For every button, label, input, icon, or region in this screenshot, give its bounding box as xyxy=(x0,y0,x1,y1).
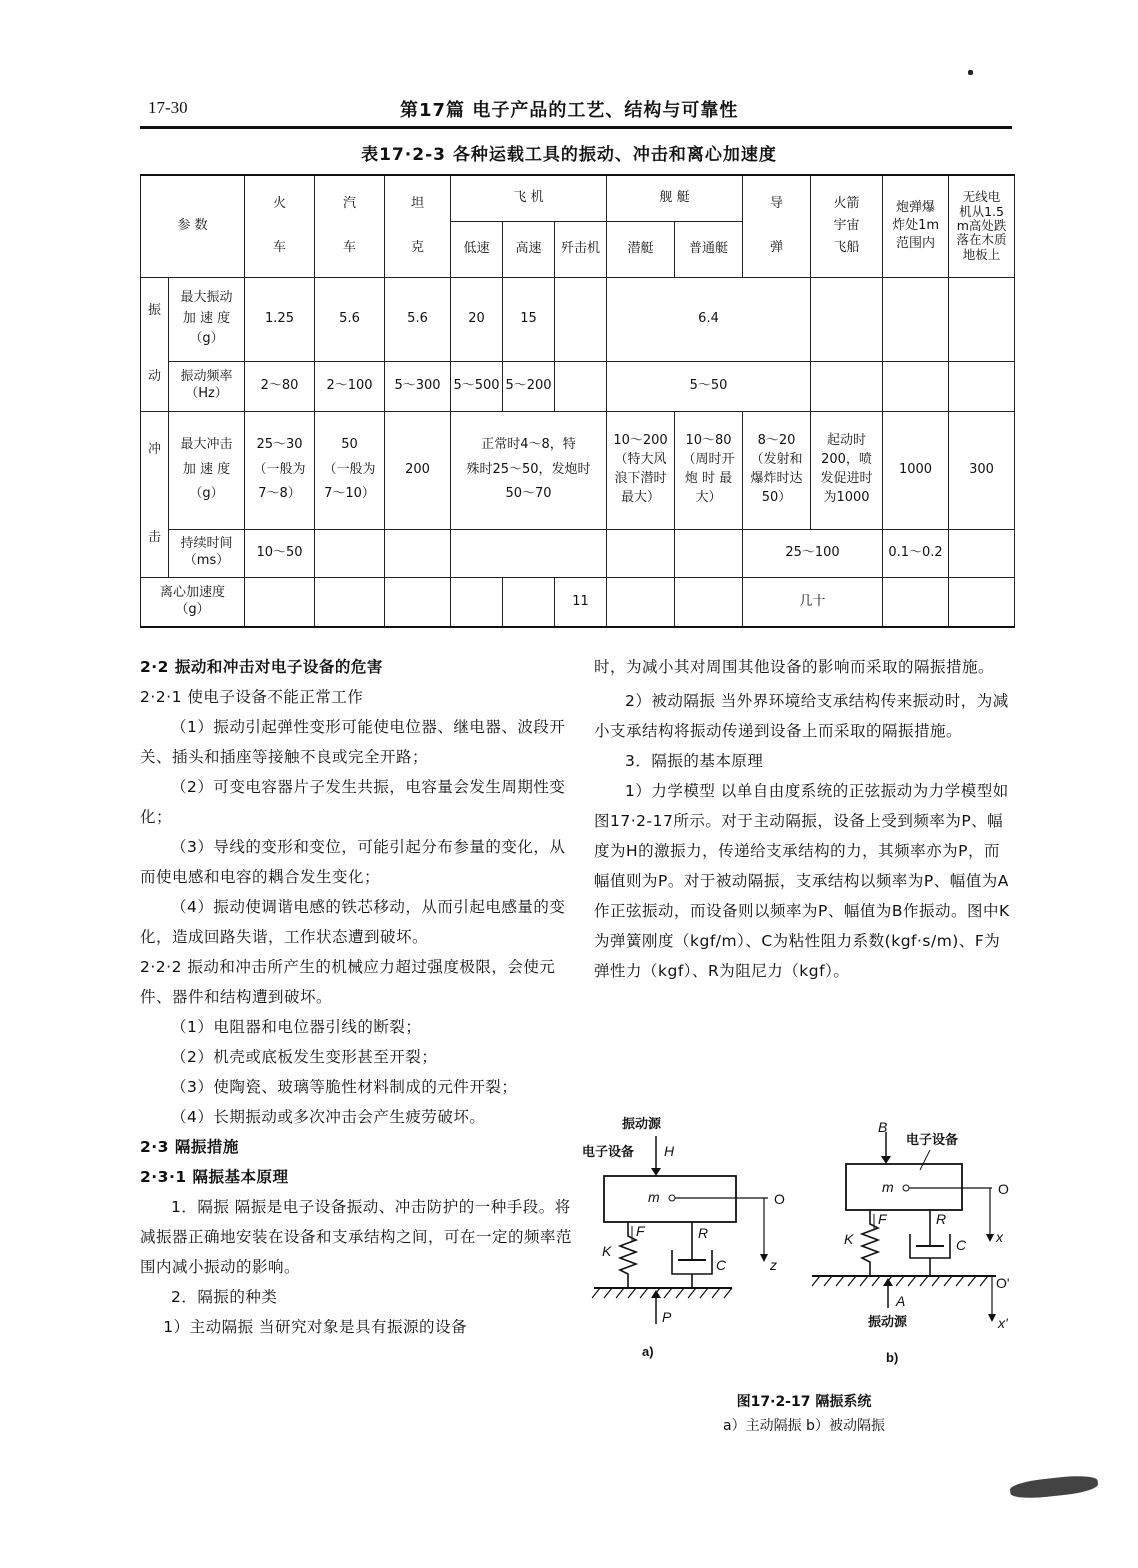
col-rocket: 火箭 宇宙 飞船 xyxy=(811,175,883,277)
table-cell xyxy=(607,577,675,627)
header-rule xyxy=(140,126,1012,129)
row-label: 离心加速度 （g） xyxy=(141,577,245,627)
table-cell xyxy=(385,577,451,627)
label-O: O xyxy=(774,1191,785,1207)
table-cell: 15 xyxy=(503,277,555,361)
col-train: 火 车 xyxy=(245,175,315,277)
table-cell: 2～100 xyxy=(315,361,385,411)
arrow-head xyxy=(988,1314,996,1322)
label-source: 振动源 xyxy=(868,1314,908,1329)
label-x2: x' xyxy=(998,1315,1008,1331)
diagram-a xyxy=(582,1116,785,1359)
paragraph: 1．隔振 隔振是电子设备振动、冲击防护的一种手段。将减振器正确地安装在设备和支承结构之间，可在一定的频率范围内减小振动的影响。 xyxy=(140,1198,573,1276)
spring xyxy=(862,1210,878,1276)
col-missile: 导 弹 xyxy=(743,175,811,277)
paragraph: 1）力学模型 以单自由度系统的正弦振动为力学模型如图17·2-17所示。对于主动隔振，设备上受到频率为P、幅度为H的激振力，传递给支承结构的力，其频率亦为P，而幅值则为P。对于被动隔振，支承结构以频率为P、幅值为A作正弦振动，而设备则以频率为P、幅值为B作振动。图中K为弹簧刚度（kgf/m）、C为粘性阻力系数(kgf·s/m)、F为弹性力（kgf）、R为阻尼力（kgf）。 xyxy=(594,782,1010,980)
paragraph: （4）长期振动或多次冲击会产生疲劳破坏。 xyxy=(171,1108,486,1126)
table-cell xyxy=(503,577,555,627)
col-ship: 舰 艇 xyxy=(607,175,743,221)
table-cell: 5.6 xyxy=(315,277,385,361)
table-cell xyxy=(385,529,451,577)
left-column xyxy=(140,652,572,1342)
arrow-head xyxy=(760,1254,768,1262)
table-cell: 1000 xyxy=(883,411,949,529)
paragraph: 2．隔振的种类 xyxy=(171,1288,278,1306)
label-device: 电子设备 xyxy=(582,1144,635,1159)
table-cell: 2～80 xyxy=(245,361,315,411)
arrow-head xyxy=(651,1290,661,1298)
table-cell: 10～200 （特大风 浪下潜时 最大） xyxy=(607,411,675,529)
label-K: K xyxy=(602,1243,612,1259)
table-cell: 20 xyxy=(451,277,503,361)
caption-a: a) xyxy=(642,1344,654,1359)
label-R: R xyxy=(936,1211,947,1227)
label-H: H xyxy=(664,1143,675,1159)
col-high-speed: 高速 xyxy=(503,221,555,277)
table-title: 表17·2-3 各种运载工具的振动、冲击和离心加速度 xyxy=(361,145,777,165)
ground-hatch xyxy=(812,1276,988,1286)
device-box xyxy=(604,1176,736,1222)
running-header: 第17篇 电子产品的工艺、结构与可靠性 xyxy=(400,100,739,121)
row-label: 最大振动 加 速 度 （g） xyxy=(169,277,245,361)
table-cell: 50 （一般为 7～10） xyxy=(315,411,385,529)
table-cell xyxy=(451,577,503,627)
page-number: 17-30 xyxy=(148,98,188,117)
table-cell: 几十 xyxy=(743,577,883,627)
paragraph: 时，为减小其对周围其他设备的影响而采取的隔振措施。 xyxy=(594,658,995,676)
table-cell xyxy=(949,277,1015,361)
table-cell: 8～20 （发射和 爆炸时达 50） xyxy=(743,411,811,529)
table-cell: 300 xyxy=(949,411,1015,529)
arrow-head xyxy=(651,1168,661,1176)
arrow-head xyxy=(881,1156,891,1164)
label-F: F xyxy=(636,1223,645,1239)
label-O2: O' xyxy=(996,1275,1010,1291)
col-boat: 普通艇 xyxy=(675,221,743,277)
figure-caption xyxy=(594,1390,1014,1438)
table-cell: 10～50 xyxy=(245,529,315,577)
table-cell xyxy=(811,361,883,411)
spring xyxy=(620,1222,636,1288)
label-m: m xyxy=(882,1179,894,1195)
table-cell xyxy=(949,529,1015,577)
row-label: 最大冲击 加 速 度 （g） xyxy=(169,411,245,529)
label-x: x xyxy=(996,1229,1003,1245)
vibration-table xyxy=(140,174,1015,628)
table-cell: 正常时4～8，特 殊时25～50，发炮时 50～70 xyxy=(451,411,607,529)
label-A: A xyxy=(896,1293,906,1309)
table-cell xyxy=(555,277,607,361)
col-fighter: 歼击机 xyxy=(555,221,607,277)
table-cell xyxy=(315,577,385,627)
table-cell xyxy=(675,577,743,627)
group-shock: 冲 击 xyxy=(141,411,169,577)
table-cell: 200 xyxy=(385,411,451,529)
table-cell xyxy=(555,361,607,411)
label-O: O xyxy=(998,1181,1009,1197)
table-cell xyxy=(315,529,385,577)
table-cell xyxy=(883,361,949,411)
table-cell: 0.1～0.2 xyxy=(883,529,949,577)
paragraph: （3）导线的变形和变位，可能引起分布参量的变化，从而使电感和电容的耦合发生变化； xyxy=(140,838,566,886)
paragraph: （1）电阻器和电位器引线的断裂； xyxy=(171,1018,422,1036)
col-shell: 炮弹爆 炸处1m 范围内 xyxy=(883,175,949,277)
col-aircraft: 飞 机 xyxy=(451,175,607,221)
table-cell: 起动时 200，喷 发促进时 为1000 xyxy=(811,411,883,529)
col-radio: 无线电 机从1.5 m高处跌 落在木质 地板上 xyxy=(949,175,1015,277)
arrow-head xyxy=(883,1278,893,1286)
ground-hatch xyxy=(592,1288,732,1298)
table-cell: 5.6 xyxy=(385,277,451,361)
label-device: 电子设备 xyxy=(906,1132,959,1147)
table-cell: 5～50 xyxy=(607,361,811,411)
table-cell xyxy=(607,529,675,577)
table-cell: 25～100 xyxy=(743,529,883,577)
table-cell xyxy=(883,577,949,627)
label-B: B xyxy=(878,1119,888,1135)
table-cell xyxy=(949,577,1015,627)
mass-point xyxy=(669,1195,675,1201)
label-C: C xyxy=(716,1257,727,1273)
device-box xyxy=(846,1164,962,1210)
table-cell xyxy=(949,361,1015,411)
table-cell xyxy=(451,529,607,577)
section-heading: 2·2 振动和冲击对电子设备的危害 xyxy=(140,658,383,676)
scan-smudge xyxy=(1009,1473,1098,1500)
row-label: 振动频率 （Hz） xyxy=(169,361,245,411)
table-cell xyxy=(245,577,315,627)
subsection-heading: 2·2·1 使电子设备不能正常工作 xyxy=(140,688,364,706)
subsection-heading: 2·3·1 隔振基本原理 xyxy=(140,1168,289,1186)
group-vibration: 振 动 xyxy=(141,277,169,411)
paragraph: （2）可变电容器片子发生共振，电容量会发生周期性变化； xyxy=(140,778,566,826)
table-cell xyxy=(883,277,949,361)
table-cell: 10～80 （周时开 炮 时 最 大） xyxy=(675,411,743,529)
label-P: P xyxy=(662,1309,672,1325)
paragraph: （1）振动引起弹性变形可能使电位器、继电器、波段开关、插头和插座等接触不良或完全开路； xyxy=(140,718,566,766)
figure-subtitle: a）主动隔振 b）被动隔振 xyxy=(723,1418,885,1434)
col-car: 汽 车 xyxy=(315,175,385,277)
caption-b: b) xyxy=(886,1350,899,1365)
table-cell: 5～300 xyxy=(385,361,451,411)
table-cell: 1.25 xyxy=(245,277,315,361)
subsection-heading: 2·2·2 振动和冲击所产生的机械应力超过强度极限，会使元件、器件和结构遭到破坏。 xyxy=(140,958,556,1006)
paragraph: 3．隔振的基本原理 xyxy=(625,752,764,770)
table-cell xyxy=(675,529,743,577)
leader-line xyxy=(920,1150,930,1170)
label-C: C xyxy=(956,1237,967,1253)
col-submarine: 潜艇 xyxy=(607,221,675,277)
col-low-speed: 低速 xyxy=(451,221,503,277)
paragraph: （3）使陶瓷、玻璃等脆性材料制成的元件开裂； xyxy=(171,1078,518,1096)
mass-point xyxy=(903,1185,909,1191)
param-header: 参 数 xyxy=(141,175,245,277)
row-label: 持续时间 （ms） xyxy=(169,529,245,577)
label-z: z xyxy=(770,1257,777,1273)
isolation-figure xyxy=(580,1110,1020,1390)
paragraph: 1）主动隔振 当研究对象是具有振源的设备 xyxy=(163,1318,468,1336)
table-cell xyxy=(811,277,883,361)
scan-speck xyxy=(968,70,973,75)
paragraph: 2）被动隔振 当外界环境给支承结构传来振动时，为减小支承结构将振动传递到设备上而采取的隔振措施。 xyxy=(594,692,1009,740)
table-cell: 6.4 xyxy=(607,277,811,361)
col-tank: 坦 克 xyxy=(385,175,451,277)
paragraph: （2）机壳或底板发生变形甚至开裂； xyxy=(171,1048,438,1066)
table-cell: 5～200 xyxy=(503,361,555,411)
label-K: K xyxy=(844,1231,854,1247)
label-m: m xyxy=(648,1189,660,1205)
label-source: 振动源 xyxy=(622,1116,662,1131)
figure-title: 图17·2-17 隔振系统 xyxy=(736,1394,872,1410)
diagram-b xyxy=(812,1119,1010,1365)
section-heading: 2·3 隔振措施 xyxy=(140,1138,239,1156)
paragraph: （4）振动使调谐电感的铁芯移动，从而引起电感量的变化，造成回路失谐，工作状态遭到破坏。 xyxy=(140,898,566,946)
arrow-head xyxy=(986,1234,994,1242)
right-column xyxy=(594,652,1014,986)
table-cell: 5～500 xyxy=(451,361,503,411)
label-F: F xyxy=(878,1211,887,1227)
table-cell: 25～30 （一般为 7～8） xyxy=(245,411,315,529)
label-R: R xyxy=(698,1225,709,1241)
table-cell: 11 xyxy=(555,577,607,627)
